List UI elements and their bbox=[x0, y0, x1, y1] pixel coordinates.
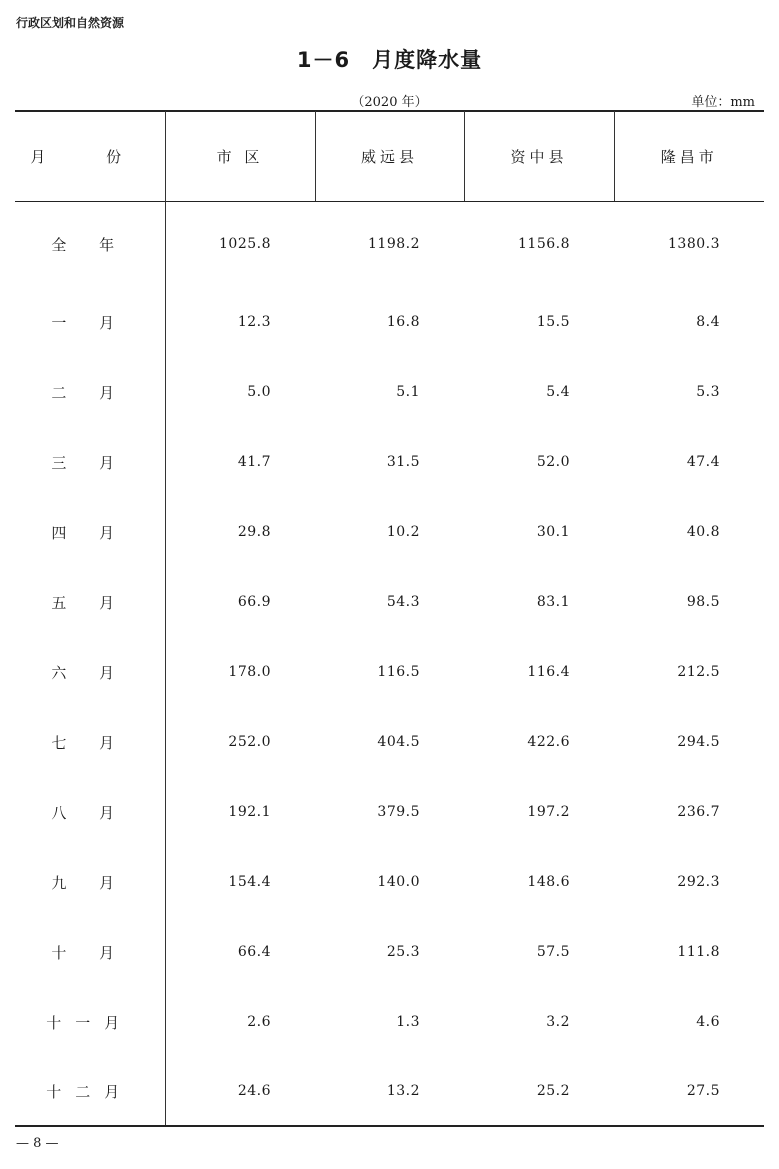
table-cell: 16.8 bbox=[386, 314, 420, 330]
table-cell: 29.8 bbox=[237, 524, 271, 540]
table-row bbox=[15, 917, 764, 987]
table-cell: 422.6 bbox=[527, 734, 570, 750]
table-cell: 83.1 bbox=[536, 594, 570, 610]
table-row bbox=[15, 777, 764, 847]
table-cell: 66.9 bbox=[237, 594, 271, 610]
table-cell: 1380.3 bbox=[668, 236, 720, 252]
table-cell: 27.5 bbox=[686, 1083, 720, 1099]
row-month-label: 五 月 bbox=[15, 567, 165, 637]
table-row bbox=[15, 357, 764, 427]
year-label: （2020 年） bbox=[351, 95, 428, 110]
table-row bbox=[15, 707, 764, 777]
column-header-zizhong: 资中县 bbox=[464, 111, 614, 201]
table-cell: 5.3 bbox=[696, 384, 720, 400]
row-month-label: 七 月 bbox=[15, 707, 165, 777]
table-cell: 379.5 bbox=[377, 804, 420, 820]
row-month-label: 全 年 bbox=[15, 201, 165, 287]
table-row bbox=[15, 987, 764, 1057]
column-header-weiyuan: 威远县 bbox=[315, 111, 464, 201]
row-month-label: 一 月 bbox=[15, 287, 165, 357]
row-month-label: 十二月 bbox=[15, 1057, 165, 1125]
row-month-label: 九 月 bbox=[15, 847, 165, 917]
table-row bbox=[15, 427, 764, 497]
table-cell: 5.1 bbox=[396, 384, 420, 400]
table-row bbox=[15, 1057, 764, 1125]
table-cell: 197.2 bbox=[527, 804, 570, 820]
table-cell: 1156.8 bbox=[518, 236, 570, 252]
unit-label: 单位：mm bbox=[691, 95, 755, 110]
table-cell: 292.3 bbox=[677, 874, 720, 890]
table-row bbox=[15, 567, 764, 637]
table-cell: 5.4 bbox=[546, 384, 570, 400]
table-cell: 178.0 bbox=[228, 664, 271, 680]
table-number: 1－6 bbox=[296, 48, 351, 72]
table-cell: 1.3 bbox=[396, 1014, 420, 1030]
table-cell: 30.1 bbox=[536, 524, 570, 540]
table-cell: 154.4 bbox=[228, 874, 271, 890]
table-row bbox=[15, 201, 764, 287]
row-month-label: 四 月 bbox=[15, 497, 165, 567]
table-body bbox=[15, 201, 764, 1125]
table-cell: 98.5 bbox=[686, 594, 720, 610]
section-label: 行政区划和自然资源 bbox=[16, 16, 125, 30]
table-cell: 294.5 bbox=[677, 734, 720, 750]
table-cell: 25.2 bbox=[536, 1083, 570, 1099]
table-cell: 116.5 bbox=[377, 664, 420, 680]
table-cell: 41.7 bbox=[237, 454, 271, 470]
table-row bbox=[15, 287, 764, 357]
table-cell: 66.4 bbox=[237, 944, 271, 960]
row-month-label: 十一月 bbox=[15, 987, 165, 1057]
table-cell: 47.4 bbox=[686, 454, 720, 470]
table-row bbox=[15, 847, 764, 917]
bottom-rule bbox=[15, 1125, 764, 1127]
table-cell: 5.0 bbox=[247, 384, 271, 400]
table-row bbox=[15, 637, 764, 707]
table-cell: 4.6 bbox=[696, 1014, 720, 1030]
table-cell: 116.4 bbox=[527, 664, 570, 680]
table-cell: 111.8 bbox=[677, 944, 720, 960]
page-title bbox=[0, 44, 779, 74]
table-cell: 25.3 bbox=[386, 944, 420, 960]
table-cell: 13.2 bbox=[386, 1083, 420, 1099]
table-cell: 31.5 bbox=[386, 454, 420, 470]
table-cell: 3.2 bbox=[546, 1014, 570, 1030]
table-row bbox=[15, 497, 764, 567]
table-cell: 148.6 bbox=[527, 874, 570, 890]
table-cell: 40.8 bbox=[686, 524, 720, 540]
table-cell: 236.7 bbox=[677, 804, 720, 820]
precipitation-table bbox=[15, 111, 764, 1125]
table-title: 月度降水量 bbox=[372, 48, 483, 72]
row-month-label: 三 月 bbox=[15, 427, 165, 497]
table-cell: 54.3 bbox=[386, 594, 420, 610]
table-cell: 2.6 bbox=[247, 1014, 271, 1030]
table-cell: 15.5 bbox=[536, 314, 570, 330]
table-cell: 10.2 bbox=[386, 524, 420, 540]
table-cell: 1198.2 bbox=[368, 236, 420, 252]
table-cell: 404.5 bbox=[377, 734, 420, 750]
table-cell: 12.3 bbox=[237, 314, 271, 330]
table-cell: 24.6 bbox=[237, 1083, 271, 1099]
column-header-urban: 市 区 bbox=[165, 111, 315, 201]
table-cell: 57.5 bbox=[536, 944, 570, 960]
row-month-label: 六 月 bbox=[15, 637, 165, 707]
table-cell: 140.0 bbox=[377, 874, 420, 890]
column-header-longchang: 隆昌市 bbox=[614, 111, 764, 201]
table-cell: 252.0 bbox=[228, 734, 271, 750]
row-month-label: 十 月 bbox=[15, 917, 165, 987]
table-cell: 192.1 bbox=[228, 804, 271, 820]
header-row bbox=[15, 111, 764, 201]
table-cell: 212.5 bbox=[677, 664, 720, 680]
table-cell: 8.4 bbox=[696, 314, 720, 330]
row-month-label: 八 月 bbox=[15, 777, 165, 847]
table-cell: 1025.8 bbox=[219, 236, 271, 252]
row-month-label: 二 月 bbox=[15, 357, 165, 427]
column-header-month: 月 份 bbox=[30, 147, 150, 166]
page-number: — 8 — bbox=[16, 1136, 59, 1151]
table-cell: 52.0 bbox=[536, 454, 570, 470]
